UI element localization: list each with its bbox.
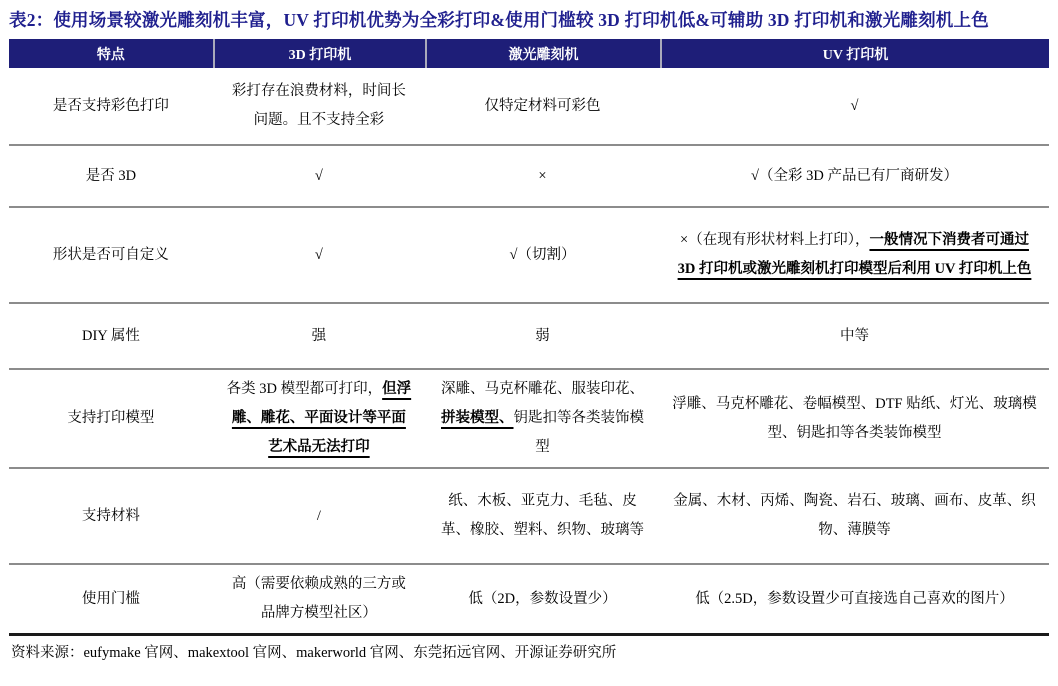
comparison-table — [9, 39, 1049, 636]
table-cell — [213, 370, 425, 467]
column-header: UV 打印机 — [660, 39, 1049, 68]
cell-text: √ — [314, 167, 323, 184]
cell-text: √ — [314, 246, 323, 263]
table-cell — [660, 146, 1049, 206]
row-label: 支持材料 — [81, 507, 140, 524]
cell-text: 中等 — [839, 327, 869, 344]
table-cell — [213, 565, 425, 633]
table-row — [9, 208, 1049, 304]
cell-text: 弱 — [535, 327, 550, 344]
cell-text: 高（需要依赖成熟的三方或品牌方模型社区） — [231, 576, 406, 621]
table-cell — [660, 370, 1049, 467]
source-note: 资料来源：eufymake 官网、makextool 官网、makerworld 官网、东莞拓远官网、开源证券研究所 — [11, 645, 617, 661]
table-cell — [425, 469, 660, 563]
table-row — [9, 68, 1049, 146]
cell-text: 彩打存在浪费材料，时间长问题。且不支持全彩 — [231, 83, 406, 128]
cell-text: 浮雕、马克杯雕花、卷幅模型、DTF 贴纸、灯光、玻璃模型、钥匙扣等各类装饰模型 — [672, 395, 1037, 441]
table-cell — [213, 146, 425, 206]
table-title: 表2：使用场景较激光雕刻机丰富，UV 打印机优势为全彩打印&使用门槛较 3D 打印机低&可辅助 3D 打印机和激光雕刻机上色 — [9, 10, 989, 30]
cell-text: 钥匙扣等各类装饰模型 — [513, 410, 644, 455]
row-label: 是否支持彩色打印 — [52, 97, 169, 114]
cell-text: √（全彩 3D 产品已有厂商研发） — [751, 167, 958, 184]
row-label: DIY 属性 — [81, 327, 140, 344]
table-cell — [425, 68, 660, 144]
cell-text: 金属、木材、丙烯、陶瓷、岩石、玻璃、画布、皮革、织物、薄膜等 — [673, 493, 1036, 538]
column-header: 激光雕刻机 — [425, 39, 660, 68]
column-header: 特点 — [96, 47, 125, 63]
table-cell — [425, 370, 660, 467]
emphasized-text: 但浮雕、雕花、平面设计等平面艺术品无法打印 — [231, 381, 412, 455]
cell-text: ×（在现有形状材料上打印）， — [680, 232, 870, 248]
table-row — [9, 304, 1049, 370]
cell-text: 纸、木板、亚克力、毛毡、皮革、橡胶、塑料、织物、玻璃等 — [441, 493, 644, 538]
table-cell — [213, 304, 425, 368]
row-label: 使用门槛 — [81, 590, 140, 607]
table-row — [9, 565, 1049, 636]
table-cell — [425, 565, 660, 633]
row-label: 是否 3D — [85, 167, 137, 184]
cell-text: 低（2D，参数设置少） — [468, 590, 617, 607]
cell-text: √（切割） — [509, 246, 576, 263]
table-body — [9, 68, 1049, 636]
table-row — [9, 469, 1049, 565]
row-label: 支持打印模型 — [67, 410, 155, 426]
table-header-row — [9, 39, 1049, 68]
cell-text: 仅特定材料可彩色 — [484, 97, 601, 114]
table-cell — [660, 208, 1049, 302]
cell-text: / — [316, 507, 321, 524]
table-cell — [425, 208, 660, 302]
table-cell — [425, 304, 660, 368]
cell-text: × — [538, 167, 547, 184]
cell-text: 低（2.5D，参数设置少可直接选自己喜欢的图片） — [695, 590, 1014, 607]
table-cell — [425, 146, 660, 206]
table-cell — [660, 68, 1049, 144]
cell-text: 强 — [311, 327, 327, 344]
table-cell — [660, 469, 1049, 563]
cell-text: 各类 3D 模型都可打印， — [226, 381, 383, 397]
table-cell — [660, 565, 1049, 633]
emphasized-text: 拼装模型、 — [441, 410, 514, 426]
table-cell — [213, 469, 425, 563]
table-cell — [660, 304, 1049, 368]
table-cell — [213, 208, 425, 302]
table-row — [9, 370, 1049, 469]
table-row — [9, 146, 1049, 208]
emphasized-text: 一般情况下消费者可通过 3D 打印机或激光雕刻机打印模型后利用 UV 打印机上色 — [677, 232, 1032, 277]
row-label: 形状是否可自定义 — [52, 246, 169, 263]
cell-text: √ — [850, 97, 859, 114]
table-cell — [213, 68, 425, 144]
column-header: 3D 打印机 — [213, 39, 425, 68]
cell-text: 深雕、马克杯雕花、服装印花、 — [441, 381, 644, 397]
